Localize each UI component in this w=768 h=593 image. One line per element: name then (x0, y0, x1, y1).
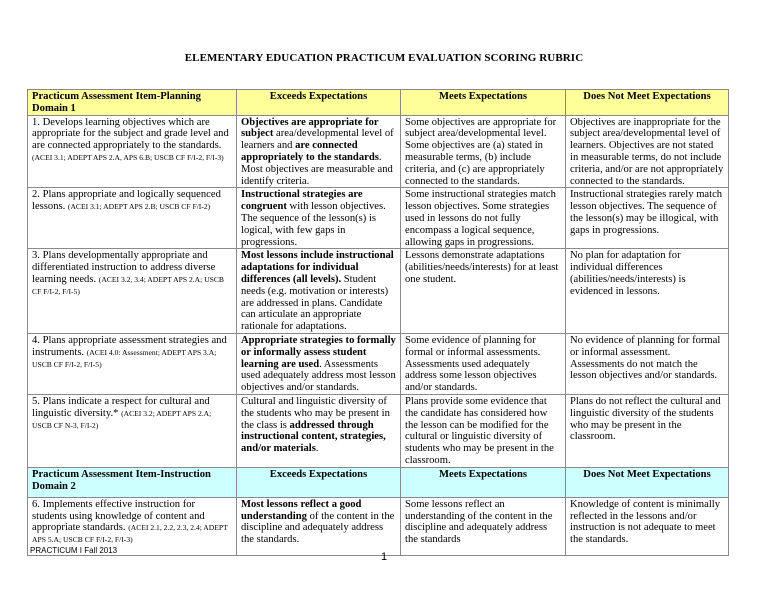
bold-text: Most lessons include instructional adaptations for individual differences (all levels). (241, 250, 394, 285)
exceeds-cell (237, 249, 401, 334)
item-citation: (ACEI 3.2; ADEPT APS 2.A; USCB CF N-3, F/I-2) (32, 408, 212, 430)
bold-text: Instructional strategies are congruent (241, 189, 363, 213)
domain1-header-row (28, 90, 729, 116)
item-text: 1. Develops learning objectives which are appropriate for the subject and grade level and are connected appropriately to the standards. (32, 116, 229, 152)
text: with lesson objectives. The sequence of the lesson(s) is logical, with few gaps in progressions. (241, 201, 386, 248)
exceeds-cell (237, 497, 401, 555)
not-meet-header: Does Not Meet Expectations (566, 90, 729, 116)
text: area/developmental level of learners and (241, 128, 394, 152)
item-text: 4. Plans appropriate assessment strategies and instruments. (32, 334, 227, 358)
not-meet-cell: Objectives are inappropriate for the subject area/developmental level of learners. Objectives are not stated in measurable terms, do not include criteria, and/or are not appropriately connected to the standards. (566, 115, 729, 188)
meets-cell: Some instructional strategies match lesson objectives. Some strategies used in lessons do not fully encompass a logical sequence, allowing gaps in progressions. (401, 188, 566, 249)
bold-text: addressed through instructional content, strategies, and/or materials (241, 419, 386, 455)
item-citation: (ACEI 2.1, 2.2, 2.3, 2.4; ADEPT APS 5.A; USCB CF F/I-2, F/I-3) (32, 523, 228, 545)
item-cell (28, 188, 237, 249)
text: . Assessments used adequately address most lesson objectives and/or standards. (241, 358, 396, 394)
exceeds-cell (237, 394, 401, 467)
domain2-item-header: Practicum Assessment Item-Instruction Domain 2 (28, 467, 237, 497)
item-citation: (ACEI 3.1; ADEPT APS 2.A, APS 6.B; USCB CF F/I-2, F/I-3) (32, 152, 224, 162)
item-text: 6. Implements effective instruction for students using knowledge of content and appropriate standards. (32, 498, 205, 534)
table-row (28, 115, 729, 188)
text: of the content in the discipline and adequately address the standards. (241, 510, 395, 546)
item-cell (28, 333, 237, 394)
text: . Most objectives are measurable and identify criteria. (241, 151, 393, 187)
table-row (28, 497, 729, 555)
item-citation: (ACEI 3.1; ADEPT APS 2.B; USCB CF F/I-2) (67, 202, 211, 212)
exceeds-header: Exceeds Expectations (237, 467, 401, 497)
meets-cell: Some evidence of planning for formal or informal assessments. Assessments used adequately address some lesson objectives and/or standards. (401, 333, 566, 394)
not-meet-header: Does Not Meet Expectations (566, 467, 729, 497)
not-meet-cell: Instructional strategies rarely match lesson objectives. The sequence of the lesson(s) may be illogical, with gaps in progressions. (566, 188, 729, 249)
page-title: ELEMENTARY EDUCATION PRACTICUM EVALUATION SCORING RUBRIC (184, 52, 584, 64)
meets-header: Meets Expectations (401, 90, 566, 116)
domain1-item-header: Practicum Assessment Item-Planning Domain 1 (28, 90, 237, 116)
meets-cell: Lessons demonstrate adaptations (abilities/needs/interests) for at least one student. (401, 249, 566, 334)
item-text: 5. Plans indicate a respect for cultural and linguistic diversity.* (32, 395, 210, 419)
item-text: 3. Plans developmentally appropriate and differentiated instruction to address diverse learning needs. (32, 250, 216, 285)
table-row (28, 249, 729, 334)
exceeds-header: Exceeds Expectations (237, 90, 401, 116)
not-meet-cell: Knowledge of content is minimally reflected in the lessons and/or instruction is not adequate to meet the standards. (566, 497, 729, 555)
meets-cell: Some lessons reflect an understanding of the content in the discipline and adequately address the standards (401, 497, 566, 555)
text: Student needs (e.g. motivation or interests) are addressed in plans. Candidate can articulate an appropriate rationale for adaptations. (241, 273, 389, 333)
footer-text: PRACTICUM I Fall 2013 (30, 546, 118, 555)
meets-header: Meets Expectations (401, 467, 566, 497)
item-cell (28, 394, 237, 467)
bold-text: are connected appropriately to the standards (241, 140, 379, 163)
table-row (28, 394, 729, 467)
bold-text: Objectives are appropriate for subject (241, 116, 379, 140)
exceeds-cell (237, 333, 401, 394)
not-meet-cell: Plans do not reflect the cultural and linguistic diversity of the students who may be present in the classroom. (566, 394, 729, 467)
bold-text: Appropriate strategies to formally or informally assess student learning are used (241, 334, 396, 370)
item-cell (28, 115, 237, 188)
table-row (28, 333, 729, 394)
page-number: 1 (381, 551, 388, 563)
table-row (28, 188, 729, 249)
meets-cell: Some objectives are appropriate for subject area/developmental level. Some objectives are (a) stated in measurable terms, (b) include criteria, and (c) are appropriately connected to the standards. (401, 115, 566, 188)
meets-cell: Plans provide some evidence that the candidate has considered how the lesson can be modified for the cultural or linguistic diversity of students who may be present in the classroom. (401, 394, 566, 467)
not-meet-cell: No plan for adaptation for individual differences (abilities/needs/interests) is evidenced in lessons. (566, 249, 729, 334)
item-citation: (ACEI 3.2, 3.4; ADEPT APS 2.A; USCB CF F/I-2, F/I-5) (32, 274, 224, 296)
bold-text: Most lessons reflect a good understanding (241, 498, 362, 522)
text: . (315, 443, 319, 455)
not-meet-cell: No evidence of planning for formal or informal assessment. Assessments do not match the lesson objectives and/or standards. (566, 333, 729, 394)
item-text: 2. Plans appropriate and logically sequenced lessons. (32, 189, 221, 213)
item-cell (28, 249, 237, 334)
domain2-header-row (28, 467, 729, 497)
rubric-table (27, 89, 729, 556)
exceeds-cell (237, 188, 401, 249)
item-citation: (ACEI 4.0: Assessment; ADEPT APS 3.A; USCB CF F/I-2, F/I-5) (32, 347, 217, 369)
text: Cultural and linguistic diversity of the students who may be present in the class is (241, 395, 390, 431)
exceeds-cell (237, 115, 401, 188)
